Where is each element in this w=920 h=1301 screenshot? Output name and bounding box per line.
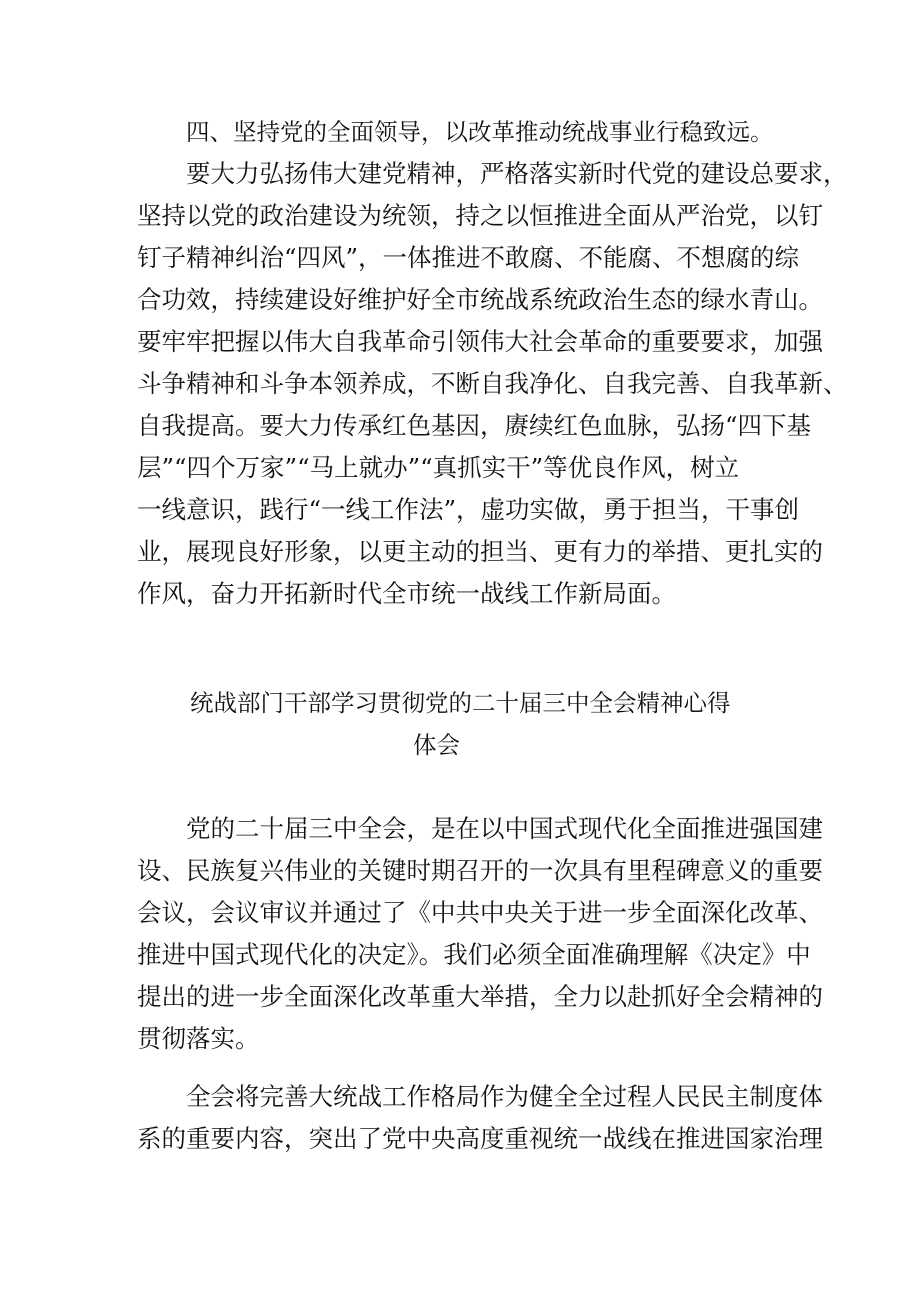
paragraph-line: 会议，会议审议并通过了《中共中央关于进一步全面深化改革、 [137,898,823,927]
paragraph-line: 设、民族复兴伟业的关键时期召开的一次具有里程碑意义的重要 [137,856,823,885]
paragraph-line: 贯彻落实。 [137,1024,260,1053]
paragraph-line: 钉子精神纠治“四风”，一体推进不敢腐、不能腐、不想腐的综 [137,243,800,272]
paragraph-line: 要牢牢把握以伟大自我革命引领伟大社会革命的重要要求，加强 [137,327,823,356]
paragraph-line: 党的二十届三中全会，是在以中国式现代化全面推进强国建 [186,814,823,843]
paragraph-line: 一线意识，践行“一线工作法”，虚功实做，勇于担当，干事创 [137,495,800,524]
paragraph-line: 坚持以党的政治建设为统领，持之以恒推进全面从严治党，以钉 [137,201,823,230]
paragraph-line: 斗争精神和斗争本领养成，不断自我净化、自我完善、自我革新、 [137,369,848,398]
section-heading: 四、坚持党的全面领导，以改革推动统战事业行稳致远。 [186,118,774,146]
article-title-line: 统战部门干部学习贯彻党的二十届三中全会精神心得 [190,689,731,717]
paragraph-line: 系的重要内容，突出了党中央高度重视统一战线在推进国家治理 [137,1124,823,1153]
paragraph-line: 提出的进一步全面深化改革重大举措，全力以赴抓好全会精神的 [137,982,823,1011]
paragraph-line: 业，展现良好形象，以更主动的担当、更有力的举措、更扎实的 [137,537,823,566]
paragraph-line: 合功效，持续建设好维护好全市统战系统政治生态的绿水青山。 [137,285,823,314]
paragraph-line: 作风，奋力开拓新时代全市统一战线工作新局面。 [137,579,676,608]
paragraph-line: 推进中国式现代化的决定》。我们必须全面准确理解《决定》中 [137,940,811,969]
paragraph-line: 要大力弘扬伟大建党精神，严格落实新时代党的建设总要求， [186,159,848,188]
article-title-line: 体会 [413,731,460,759]
paragraph-line: 层”“四个万家”“马上就办”“真抓实干”等优良作风，树立 [137,453,740,482]
paragraph-line: 全会将完善大统战工作格局作为健全全过程人民民主制度体 [186,1082,823,1111]
paragraph-line: 自我提高。要大力传承红色基因，赓续红色血脉，弘扬“四下基 [137,411,812,440]
